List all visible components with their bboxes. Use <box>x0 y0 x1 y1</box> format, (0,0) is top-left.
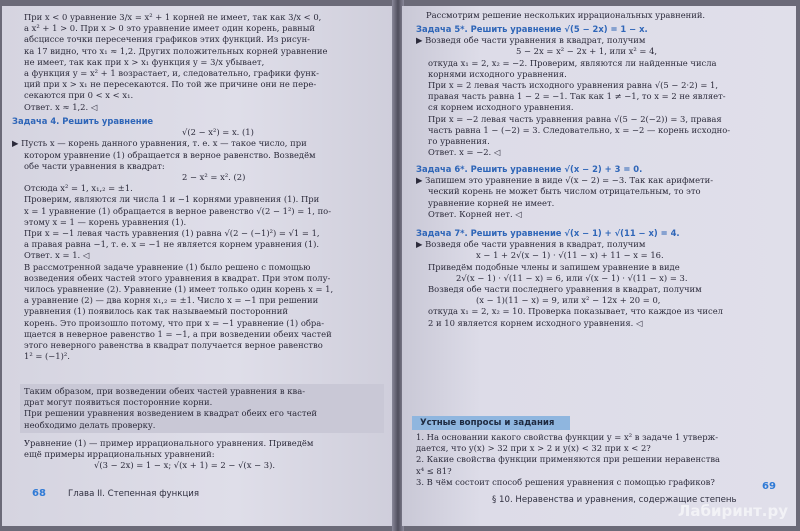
text-line: √(3 − 2x) = 1 − x; √(x + 1) = 2 − √(x − 3). <box>94 460 276 471</box>
intro-line: Рассмотрим решение нескольких иррациональных уравнений. <box>426 10 706 20</box>
section-title: Устные вопросы и задания <box>412 416 570 430</box>
task5-heading: Задача 5*. Решить уравнение √(5 − 2x) = 1 − x. <box>416 24 648 34</box>
questions <box>416 432 788 488</box>
running-head-left: Глава II. Степенная функция <box>68 489 200 499</box>
task6-line: уравнение корней не имеет. <box>428 197 555 208</box>
task6-line: Ответ. Корней нет. ◁ <box>428 208 522 219</box>
right-intro <box>426 10 786 21</box>
task7-heading: Задача 7*. Решить уравнение √(x − 1) + √(11 − x) = 4. <box>416 228 680 238</box>
text-line: ка 17 видно, что x₁ ≈ 1,2. Других положительных корней уравнение <box>24 45 328 56</box>
task4-line: а уравнение (2) — два корня x₁,₂ = ±1. Число x = −1 при решении <box>24 295 319 306</box>
left-page <box>2 6 394 526</box>
task7-line: ▶ Возведя обе части уравнения в квадрат, получим <box>416 239 646 250</box>
text-line: a x² + 1 > 0. При x > 0 это уравнение имеет один корень, равный <box>24 23 315 34</box>
task4-line: При x = −1 левая часть уравнения (1) равна √(2 − (−1)²) = √1 = 1, <box>24 228 320 239</box>
note-line: Таким образом, при возведении обеих частей уравнения в ква- <box>24 386 306 396</box>
task4-line: этому x = 1 — корень уравнения (1). <box>24 216 187 227</box>
task4-line: x = 1 уравнение (1) обращается в верное равенство √(2 − 1²) = 1, по- <box>24 205 332 216</box>
task5-line: ся корнем исходного уравнения. <box>428 102 574 113</box>
text-line: ций при x > x₁ не пересекаются. По той же причине они не пере- <box>24 79 317 90</box>
text-line: При x < 0 уравнение 3/x = x² + 1 корней не имеет, так как 3/x < 0, <box>24 12 322 22</box>
text-line: Уравнение (1) — пример иррационального уравнения. Приведём <box>24 438 314 448</box>
answer-line: Ответ. x ≈ 1,2. ◁ <box>24 101 98 112</box>
left-top-text <box>24 12 384 113</box>
task6 <box>416 164 788 220</box>
task7-line: Возведя обе части последнего уравнения в квадрат, получим <box>428 284 702 295</box>
watermark-logo: Лабиринт.ру <box>677 502 788 520</box>
task7 <box>416 228 788 329</box>
task4-line: чилось уравнение (2). Уравнение (1) имеет только один корень x = 1, <box>24 284 334 295</box>
task7-line: 2 и 10 является корнем исходного уравнения. ◁ <box>428 317 643 328</box>
task4-line: ▶ Пусть x — корень данного уравнения, т. е. x — такое число, при <box>12 138 307 149</box>
task6-heading: Задача 6*. Решить уравнение √(x − 2) + 3 = 0. <box>416 164 643 174</box>
task5-line: При x = 2 левая часть исходного уравнения равна √(5 − 2·2) = 1, <box>428 80 719 91</box>
task5-line: ▶ Возведя обе части уравнения в квадрат, получим <box>416 35 646 46</box>
task5-line: Ответ. x = −2. ◁ <box>428 147 501 158</box>
running-head-right: § 10. Неравенства и уравнения, содержащие степень <box>492 495 737 505</box>
task4-line: 1² = (−1)². <box>24 351 70 362</box>
text-line: а функция y = x² + 1 возрастает, и, следовательно, графики функ- <box>24 68 319 79</box>
right-page <box>402 6 796 526</box>
task7-line: Приведём подобные члены и запишем уравнение в виде <box>428 261 680 272</box>
task4-line: В рассмотренной задаче уравнение (1) было решено с помощью <box>24 261 311 272</box>
task4-line: Проверим, являются ли числа 1 и −1 корнями уравнения (1). При <box>24 194 320 205</box>
task5-line: правая часть равна 1 − 2 = −1. Так как 1 ≠ −1, то x = 2 не являет- <box>428 91 726 102</box>
question-line: 1. На основании какого свойства функции y = x² в задаче 1 утверж- <box>416 432 719 442</box>
task4-line: обе части уравнения в квадрат: <box>24 160 165 171</box>
task4-line: Ответ. x = 1. ◁ <box>24 250 90 261</box>
left-bottom-text <box>24 438 384 472</box>
task7-line: (x − 1)(11 − x) = 9, или x² − 12x + 20 = 0, <box>476 295 661 306</box>
task5-line: 5 − 2x = x² − 2x + 1, или x² = 4, <box>516 46 658 57</box>
task4-line: щается в неверное равенство 1 = −1, а при возведении обеих частей <box>24 328 332 339</box>
task4 <box>12 116 384 362</box>
task4-line: котором уравнение (1) обращается в верное равенство. Возведём <box>24 149 316 160</box>
task4-line: Отсюда x² = 1, x₁,₂ = ±1. <box>24 183 133 194</box>
text-line: секаются при 0 < x < x₁. <box>24 90 134 101</box>
task4-line: 2 − x² = x². (2) <box>182 172 246 183</box>
task4-line: возведения обеих частей этого уравнения в квадрат. При этом полу- <box>24 272 331 283</box>
text-line: ещё примеры иррациональных уравнений: <box>24 449 215 460</box>
task7-line: откуда x₁ = 2, x₂ = 10. Проверка показывает, что каждое из чисел <box>428 306 723 317</box>
page-number-right: 69 <box>762 481 776 492</box>
text-line: абсциссе точки пересечения графиков этих функций. Из рисун- <box>24 34 310 45</box>
task4-equation: √(2 − x²) = x. (1) <box>182 127 254 138</box>
task7-line: x − 1 + 2√(x − 1) · √(11 − x) + 11 − x = 16. <box>476 250 664 261</box>
question-line: x⁴ ≤ 81? <box>416 465 452 476</box>
task5 <box>416 24 788 158</box>
note-line: необходимо делать проверку. <box>24 419 156 430</box>
task4-heading: Задача 4. Решить уравнение <box>12 116 154 126</box>
note-line: При решении уравнения возведением в квадрат обеих его частей <box>24 408 318 419</box>
task6-line: ▶ Запишем это уравнение в виде √(x − 2) = −3. Так как арифмети- <box>416 175 714 186</box>
question-line: 2. Какие свойства функции применяются при решении неравенства <box>416 454 721 465</box>
task6-line: ческий корень не может быть числом отрицательным, то это <box>428 186 701 197</box>
question-line: 3. В чём состоит способ решения уравнения с помощью графиков? <box>416 476 715 487</box>
question-line: дается, что y(x) > 32 при x > 2 и y(x) < 32 при x < 2? <box>416 443 651 454</box>
text-line: не имеет, так как при x > x₁ функция y = 3/x убывает, <box>24 56 265 67</box>
task5-line: При x = −2 левая часть уравнения равна √(5 − 2(−2)) = 3, правая <box>428 113 722 124</box>
task5-line: корнями исходного уравнения. <box>428 68 567 79</box>
task4-line: уравнения (1) появилось как так называемый посторонний <box>24 306 288 317</box>
task4-line: а правая равна −1, т. е. x = −1 не является корнем уравнения (1). <box>24 239 320 250</box>
page-number-left: 68 <box>32 488 46 499</box>
note-box <box>20 384 384 433</box>
task4-line: этого неверного равенства в квадрат получается верное равенство <box>24 340 323 351</box>
note-line: драт могут появиться посторонние корни. <box>24 397 213 408</box>
task7-line: 2√(x − 1) · √(11 − x) = 6, или √(x − 1) · √(11 − x) = 3. <box>456 272 688 283</box>
task5-line: часть равна 1 − (−2) = 3. Следовательно, x = −2 — корень исходно- <box>428 124 731 135</box>
task5-line: го уравнения. <box>428 136 490 147</box>
task5-line: откуда x₁ = 2, x₂ = −2. Проверим, являются ли найденные числа <box>428 57 717 68</box>
task4-line: корень. Это произошло потому, что при x = −1 уравнение (1) обра- <box>24 317 325 328</box>
